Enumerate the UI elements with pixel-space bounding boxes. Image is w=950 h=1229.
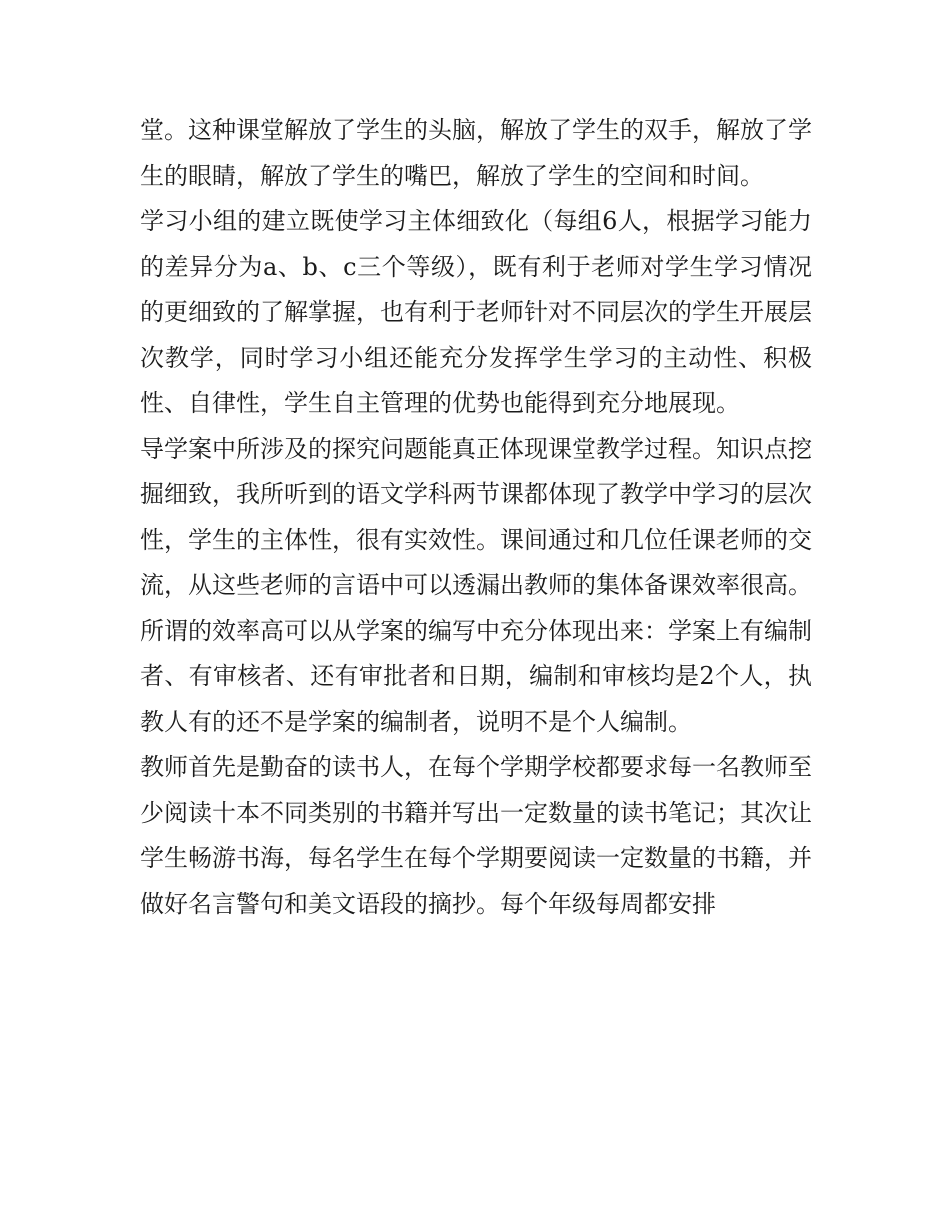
paragraph-1: 堂。这种课堂解放了学生的头脑，解放了学生的双手，解放了学生的眼睛，解放了学生的嘴巴，解放了学生的空间和时间。 — [140, 116, 812, 190]
paragraph-3: 导学案中所涉及的探究问题能真正体现课堂教学过程。知识点挖掘细致，我所听到的语文学科两节课都体现了教学中学习的层次性，学生的主体性，很有实效性。课间通过和几位任课老师的交流，从这些老师的言语中可以透漏出教师的集体备课效率很高。所谓的效率高可以从学案的编写中充分体现出来：学案上有编制者、有审核者、还有审批者和日期，编制和审核均是2个人，执教人有的还不是学案的编制者，说明不是个人编制。 — [140, 434, 812, 736]
document-body — [140, 108, 812, 927]
paragraph-2: 学习小组的建立既使学习主体细致化（每组6人，根据学习能力的差异分为a、b、c三个等级），既有利于老师对学生学习情况的更细致的了解掌握，也有利于老师针对不同层次的学生开展层次教学，同时学习小组还能充分发挥学生学习的主动性、积极性、自律性，学生自主管理的优势也能得到充分地展现。 — [140, 207, 812, 417]
paragraph-4: 教师首先是勤奋的读书人，在每个学期学校都要求每一名教师至少阅读十本不同类别的书籍并写出一定数量的读书笔记；其次让学生畅游书海，每名学生在每个学期要阅读一定数量的书籍，并做好名言警句和美文语段的摘抄。每个年级每周都安排 — [140, 753, 812, 918]
